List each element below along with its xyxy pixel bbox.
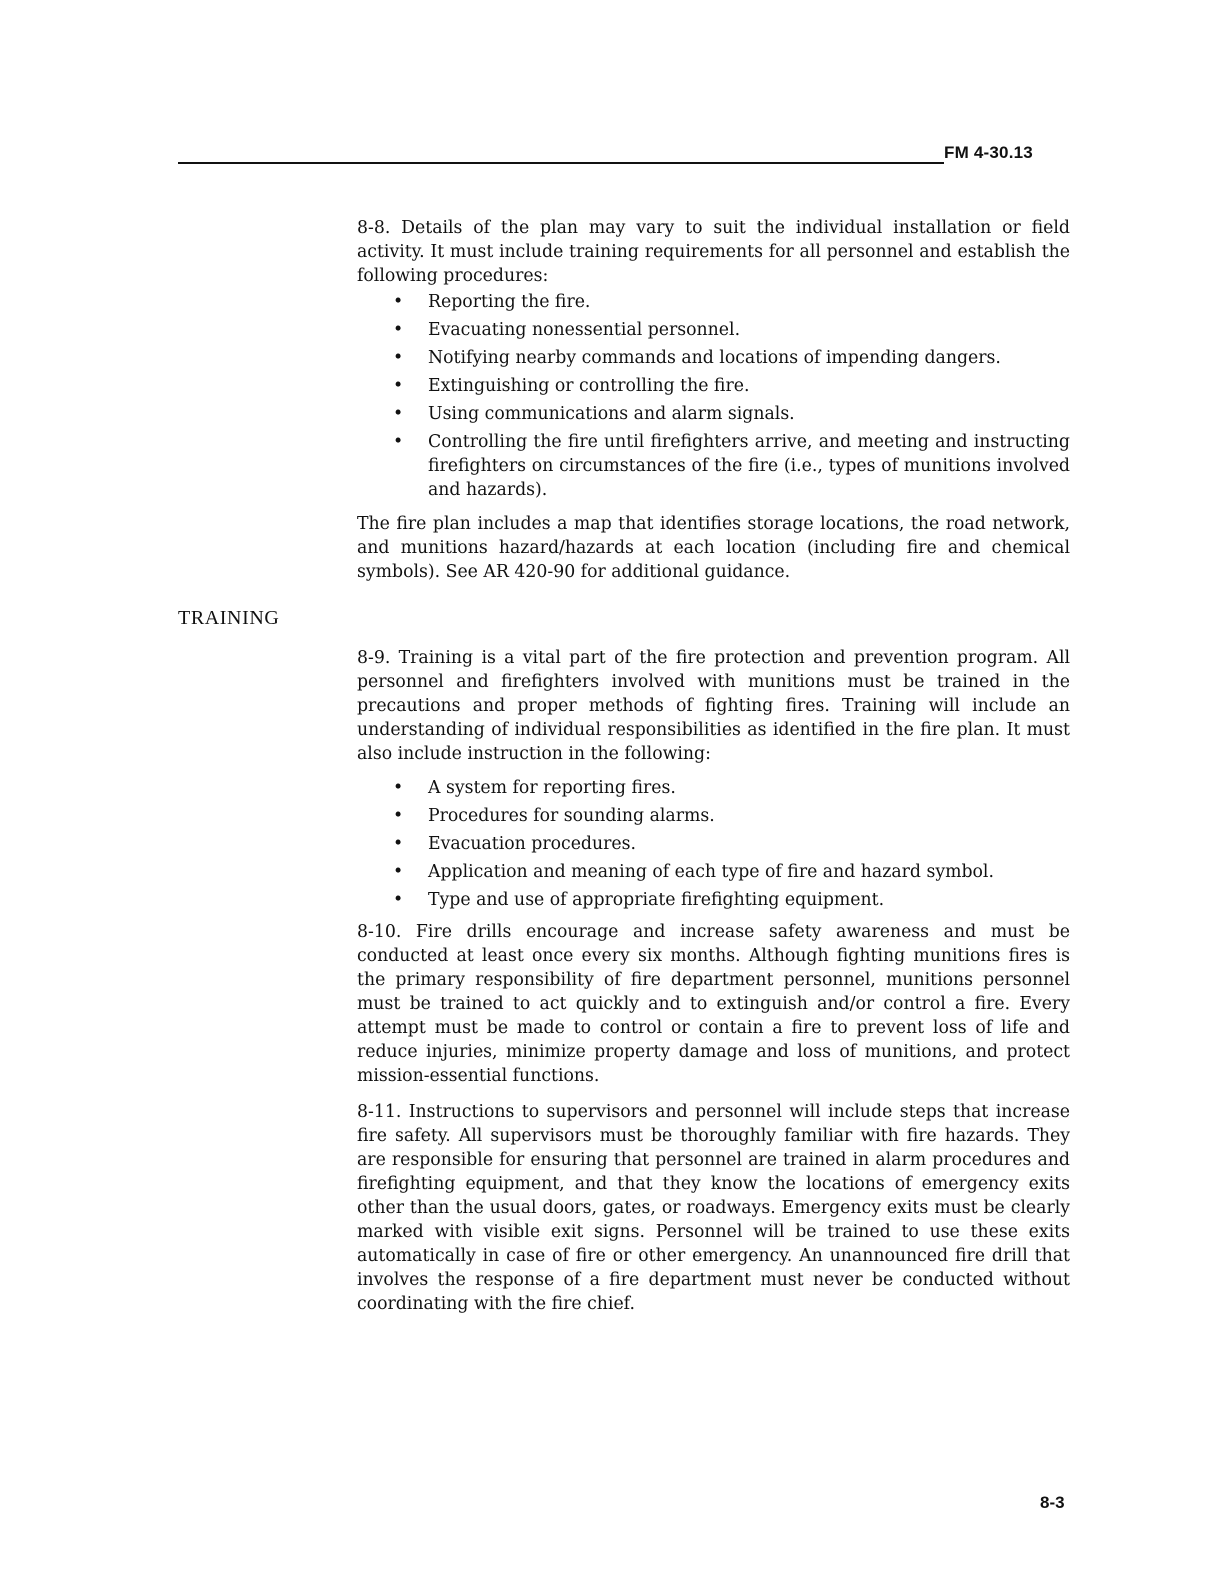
bullet-icon: • (393, 862, 404, 882)
list-item (357, 430, 1070, 502)
list-item-text: Procedures for sounding alarms. (428, 806, 715, 826)
header-rule (178, 162, 944, 164)
section-heading-training: TRAINING (178, 607, 280, 629)
procedures-list (357, 290, 1070, 502)
paragraph-8-8: 8-8. Details of the plan may vary to suit the individual installation or field activity. It must include training requirements for all personnel and establish the following procedures: (357, 218, 1070, 286)
document-id: FM 4-30.13 (944, 143, 1033, 162)
list-item (357, 346, 1070, 370)
list-item (357, 374, 1070, 398)
bullet-icon: • (393, 806, 404, 826)
list-item (357, 318, 1070, 342)
paragraph-8-10: 8-10. Fire drills encourage and increase safety awareness and must be conducted at least once every six months. Although fighting munitions fires is the primary responsibility of fire department personnel, munitions personnel must be trained to act quickly and to extinguish and/or control a fire. Every attempt must be made to control or contain a fire to prevent loss of life and reduce injuries, minimize property damage and loss of munitions, and protect mission-essential functions. (357, 922, 1070, 1086)
bullet-icon: • (393, 320, 404, 340)
list-item (357, 290, 1070, 314)
list-item (357, 402, 1070, 426)
bullet-icon: • (393, 348, 404, 368)
bullet-icon: • (393, 432, 404, 452)
bullet-icon: • (393, 778, 404, 798)
main-body (357, 216, 1070, 1316)
training-topics-list (357, 776, 1070, 912)
list-item (357, 776, 1070, 800)
page-number: 8-3 (1040, 1493, 1065, 1512)
list-item-text: Reporting the fire. (428, 292, 591, 312)
list-item-text: Application and meaning of each type of fire and hazard symbol. (428, 862, 994, 882)
list-item (357, 888, 1070, 912)
bullet-icon: • (393, 890, 404, 910)
list-item-text: Evacuating nonessential personnel. (428, 320, 741, 340)
list-item-text: Controlling the fire until firefighters arrive, and meeting and instructing firefighters on circumstances of the fire (i.e., types of munitions involved and hazards). (428, 432, 1070, 500)
list-item (357, 804, 1070, 828)
bullet-icon: • (393, 834, 404, 854)
paragraph-8-11: 8-11. Instructions to supervisors and personnel will include steps that increase fire safety. All supervisors must be thoroughly familiar with fire hazards. They are responsible for ensuring that personnel are trained in alarm procedures and firefighting equipment, and that they know the locations of emergency exits other than the usual doors, gates, or roadways. Emergency exits must be clearly marked with visible exit signs. Personnel will be trained to use these exits automatically in case of fire or other emergency. An unannounced fire drill that involves the response of a fire department must never be conducted without coordinating with the fire chief. (357, 1102, 1070, 1314)
list-item-text: Extinguishing or controlling the fire. (428, 376, 750, 396)
list-item-text: Type and use of appropriate firefighting equipment. (428, 890, 885, 910)
list-item (357, 860, 1070, 884)
paragraph-fire-plan: The fire plan includes a map that identifies storage locations, the road network, and munitions hazard/hazards at each location (including fire and chemical symbols). See AR 420-90 for additional guidance. (357, 514, 1070, 582)
list-item-text: Notifying nearby commands and locations of impending dangers. (428, 348, 1001, 368)
list-item-text: Using communications and alarm signals. (428, 404, 795, 424)
paragraph-8-9: 8-9. Training is a vital part of the fire protection and prevention program. All personnel and firefighters involved with munitions must be trained in the precautions and proper methods of fighting fires. Training will include an understanding of individual responsibilities as identified in the fire plan. It must also include instruction in the following: (357, 648, 1070, 764)
bullet-icon: • (393, 376, 404, 396)
list-item (357, 832, 1070, 856)
list-item-text: Evacuation procedures. (428, 834, 636, 854)
bullet-icon: • (393, 404, 404, 424)
bullet-icon: • (393, 292, 404, 312)
list-item-text: A system for reporting fires. (428, 778, 676, 798)
